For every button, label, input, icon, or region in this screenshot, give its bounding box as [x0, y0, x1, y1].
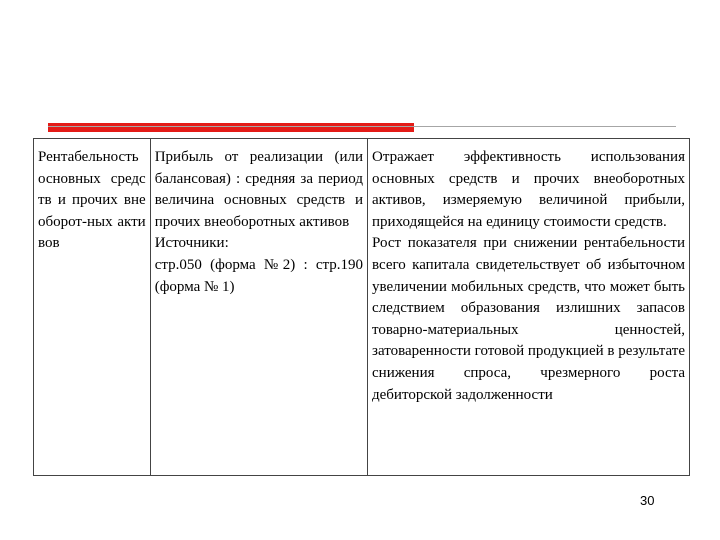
formula-cell	[150, 139, 367, 476]
indicator-table	[33, 138, 690, 476]
title-divider-line	[48, 126, 676, 127]
formula-text: Прибыль от реализации (или балансовая) : средняя за период величина основных средств и прочих внеоборотных активов	[154, 149, 364, 230]
meaning-paragraph-1: Отражает эффективность использования основных средств и прочих внеоборотных активов, измеряемую величиной прибыли, приходящейся на единицу стоимости средств.	[372, 149, 685, 230]
page-number: 30	[640, 493, 655, 508]
meaning-cell	[368, 139, 690, 476]
meaning-paragraph-2: Рост показателя при снижении рентабельности всего капитала свидетельствует об избыточном увеличении мобильных средств, что может быть следствием образования излишних запасов товарно-материальных ценностей, затоваренности готовой продукцией в результате снижения спроса, чрезмерного роста дебиторской задолженности	[372, 235, 685, 403]
sources-label: Источники:	[154, 235, 229, 252]
title-accent-bar	[48, 123, 414, 132]
sources-text: стр.050 (форма №2) : стр.190 (форма № 1)	[154, 256, 364, 295]
table-row	[34, 139, 690, 476]
indicator-name-cell	[34, 139, 151, 476]
indicator-name: Рентабельность основных средств и прочих внеоборот-ных активов	[38, 149, 146, 252]
